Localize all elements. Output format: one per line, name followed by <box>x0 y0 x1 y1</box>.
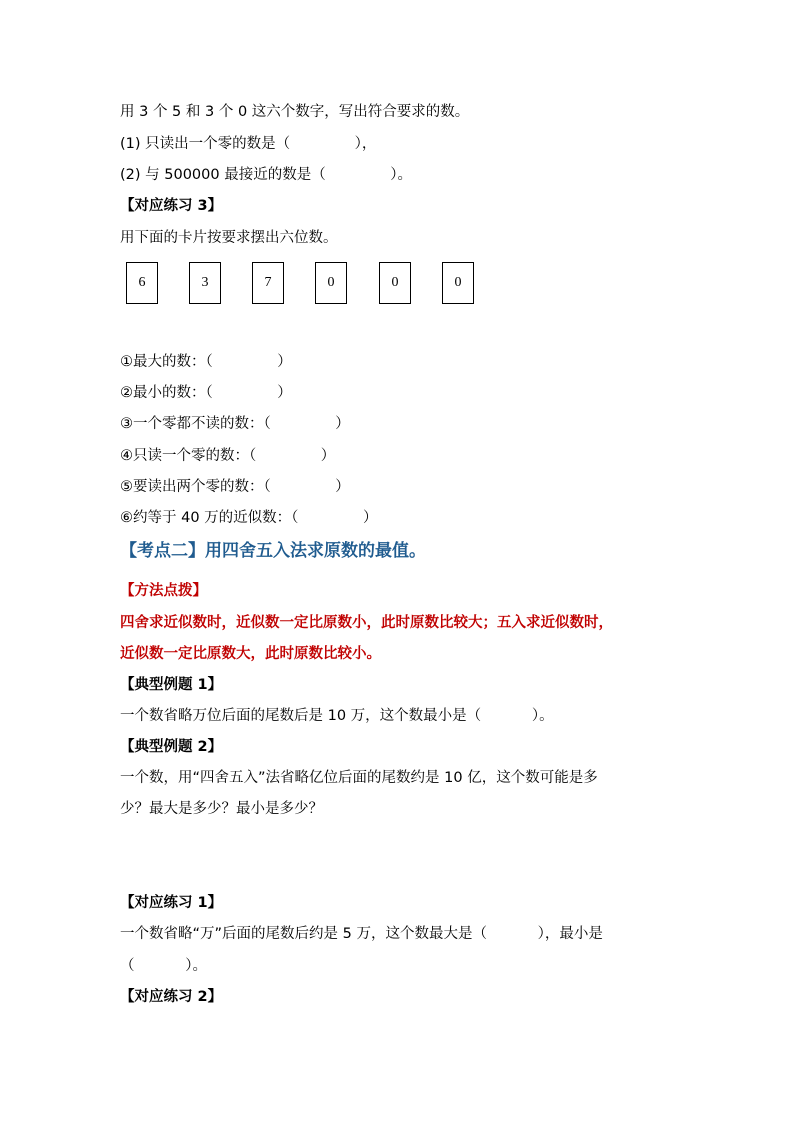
practice-3-title: 【对应练习 3】 <box>120 198 223 214</box>
practice-1-line-2: （ ）。 <box>120 958 207 974</box>
practice-1-title: 【对应练习 1】 <box>120 895 223 911</box>
example-2-title: 【典型例题 2】 <box>120 739 223 755</box>
example-2-line-2: 少？最大是多少？最小是多少？ <box>120 801 323 817</box>
practice-3-intro: 用下面的卡片按要求摆出六位数。 <box>120 230 338 246</box>
intro-text: 用 3 个 5 和 3 个 0 这六个数字，写出符合要求的数。 <box>120 104 470 120</box>
section-2-heading: 【考点二】用四舍五入法求原数的最值。 <box>120 541 426 561</box>
card-5: 0 <box>379 262 411 304</box>
card-1: 6 <box>126 262 158 304</box>
method-line-2: 近似数一定比原数大，此时原数比较小。 <box>120 646 381 662</box>
practice-2-title: 【对应练习 2】 <box>120 989 223 1005</box>
practice-1-line-1: 一个数省略“万”后面的尾数后约是 5 万，这个数最大是（ ），最小是 <box>120 926 603 942</box>
item-6: ⑥约等于 40 万的近似数：（ ） <box>120 510 378 526</box>
example-1-text: 一个数省略万位后面的尾数后是 10 万，这个数最小是（ ）。 <box>120 708 554 724</box>
card-3: 7 <box>252 262 284 304</box>
example-1-title: 【典型例题 1】 <box>120 677 223 693</box>
item-5: ⑤要读出两个零的数：（ ） <box>120 479 350 495</box>
item-3: ③一个零都不读的数：（ ） <box>120 416 350 432</box>
method-line-1: 四舍求近似数时，近似数一定比原数小，此时原数比较大；五入求近似数时， <box>120 615 613 631</box>
card-2: 3 <box>189 262 221 304</box>
method-title: 【方法点拨】 <box>120 583 207 599</box>
item-4: ④只读一个零的数：（ ） <box>120 448 336 464</box>
item-1: ①最大的数：（ ） <box>120 354 292 370</box>
card-4: 0 <box>315 262 347 304</box>
question-1: (1) 只读出一个零的数是（ ）， <box>120 136 377 152</box>
card-6: 0 <box>442 262 474 304</box>
item-2: ②最小的数：（ ） <box>120 385 292 401</box>
example-2-line-1: 一个数，用“四舍五入”法省略亿位后面的尾数约是 10 亿，这个数可能是多 <box>120 770 598 786</box>
question-2: (2) 与 500000 最接近的数是（ ）。 <box>120 167 412 183</box>
